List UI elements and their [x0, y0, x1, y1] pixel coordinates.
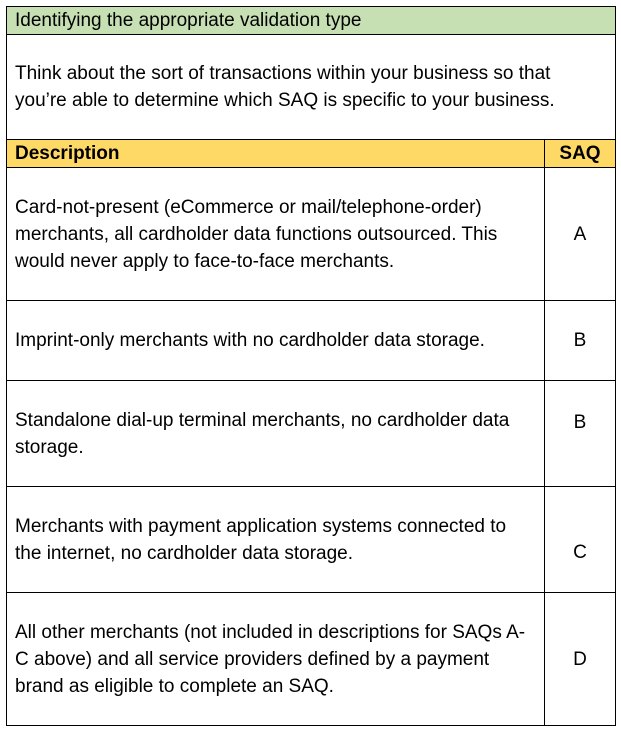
description-column-header: Description — [7, 140, 545, 168]
row-saq-type: D — [545, 593, 616, 726]
row-description: All other merchants (not included in descriptions for SAQs A-C above) and all service providers defined by a payment brand as eligible to complete an SAQ. — [7, 593, 545, 726]
intro-text: Think about the sort of transactions within your business so that you’re able to determine which SAQ is specific to your business. — [7, 35, 616, 140]
table-row — [7, 593, 616, 726]
table-row — [7, 168, 616, 301]
document-title: Identifying the appropriate validation type — [7, 7, 616, 35]
row-saq-type: B — [545, 381, 616, 487]
row-saq-type: A — [545, 168, 616, 301]
row-description: Card-not-present (eCommerce or mail/telephone-order) merchants, all cardholder data functions outsourced. This would never apply to face-to-face merchants. — [7, 168, 545, 301]
row-saq-type: B — [545, 301, 616, 381]
intro-row — [7, 35, 616, 140]
table-header-row — [7, 140, 616, 168]
title-row — [7, 7, 616, 35]
table-row — [7, 487, 616, 593]
row-description: Imprint-only merchants with no cardholder data storage. — [7, 301, 545, 381]
row-description: Merchants with payment application systems connected to the internet, no cardholder data storage. — [7, 487, 545, 593]
table-row — [7, 381, 616, 487]
row-description: Standalone dial-up terminal merchants, no cardholder data storage. — [7, 381, 545, 487]
saq-table — [6, 6, 616, 726]
table-row — [7, 301, 616, 381]
row-saq-type: C — [545, 487, 616, 593]
saq-column-header: SAQ — [545, 140, 616, 168]
saq-validation-document — [6, 6, 615, 726]
